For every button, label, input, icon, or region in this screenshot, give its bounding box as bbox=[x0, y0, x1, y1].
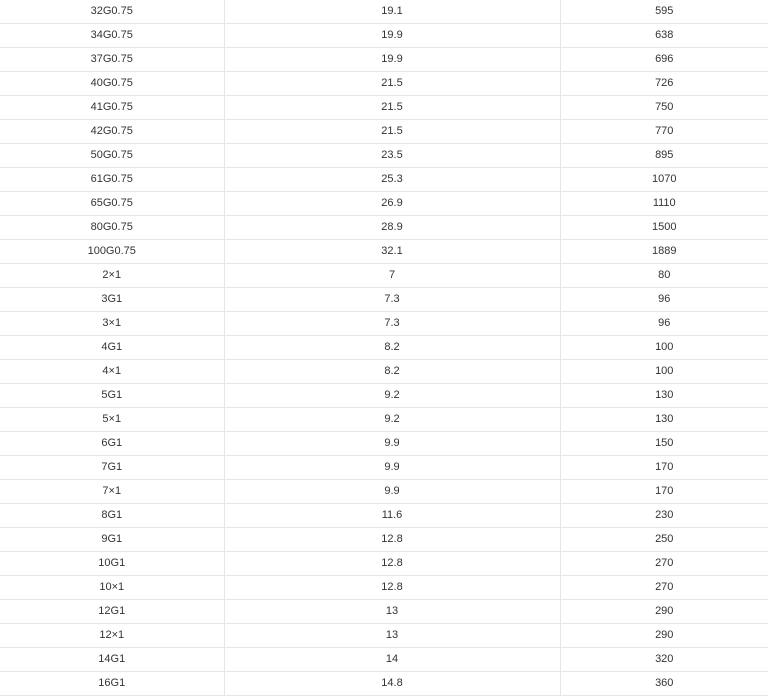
cell-dimension_mm: 21.5 bbox=[224, 120, 560, 144]
cell-dimension_mm: 13 bbox=[224, 624, 560, 648]
table-row bbox=[0, 336, 768, 360]
cell-dimension_mm: 8.2 bbox=[224, 360, 560, 384]
table-row bbox=[0, 96, 768, 120]
table-row bbox=[0, 0, 768, 24]
table-row bbox=[0, 384, 768, 408]
cell-value: 290 bbox=[560, 600, 768, 624]
cell-model: 100G0.75 bbox=[0, 240, 224, 264]
table-row bbox=[0, 120, 768, 144]
cell-value: 130 bbox=[560, 408, 768, 432]
cell-value: 170 bbox=[560, 480, 768, 504]
cell-value: 96 bbox=[560, 288, 768, 312]
cell-model: 16G1 bbox=[0, 672, 224, 696]
cell-model: 9G1 bbox=[0, 528, 224, 552]
cell-value: 250 bbox=[560, 528, 768, 552]
cell-value: 270 bbox=[560, 576, 768, 600]
cell-dimension_mm: 21.5 bbox=[224, 72, 560, 96]
table-row bbox=[0, 432, 768, 456]
cell-model: 14G1 bbox=[0, 648, 224, 672]
cell-dimension_mm: 8.2 bbox=[224, 336, 560, 360]
table-row bbox=[0, 192, 768, 216]
cell-value: 170 bbox=[560, 456, 768, 480]
cell-model: 5×1 bbox=[0, 408, 224, 432]
cell-model: 3G1 bbox=[0, 288, 224, 312]
cell-model: 37G0.75 bbox=[0, 48, 224, 72]
cell-value: 290 bbox=[560, 624, 768, 648]
cell-model: 40G0.75 bbox=[0, 72, 224, 96]
cell-dimension_mm: 19.9 bbox=[224, 24, 560, 48]
cell-value: 1110 bbox=[560, 192, 768, 216]
cell-value: 895 bbox=[560, 144, 768, 168]
table-row bbox=[0, 312, 768, 336]
cell-dimension_mm: 12.8 bbox=[224, 552, 560, 576]
cell-value: 1889 bbox=[560, 240, 768, 264]
table-row bbox=[0, 168, 768, 192]
table-row bbox=[0, 24, 768, 48]
cell-value: 130 bbox=[560, 384, 768, 408]
table-row bbox=[0, 672, 768, 696]
cell-dimension_mm: 32.1 bbox=[224, 240, 560, 264]
cell-model: 7G1 bbox=[0, 456, 224, 480]
cell-model: 65G0.75 bbox=[0, 192, 224, 216]
cell-dimension_mm: 23.5 bbox=[224, 144, 560, 168]
cell-model: 5G1 bbox=[0, 384, 224, 408]
cell-value: 750 bbox=[560, 96, 768, 120]
cell-dimension_mm: 14 bbox=[224, 648, 560, 672]
cell-dimension_mm: 9.2 bbox=[224, 408, 560, 432]
cell-dimension_mm: 9.2 bbox=[224, 384, 560, 408]
cell-dimension_mm: 13 bbox=[224, 600, 560, 624]
cell-model: 2×1 bbox=[0, 264, 224, 288]
cell-model: 10×1 bbox=[0, 576, 224, 600]
table-row bbox=[0, 240, 768, 264]
cell-model: 3×1 bbox=[0, 312, 224, 336]
cell-value: 1500 bbox=[560, 216, 768, 240]
cell-model: 10G1 bbox=[0, 552, 224, 576]
table-row bbox=[0, 72, 768, 96]
cell-model: 6G1 bbox=[0, 432, 224, 456]
cell-dimension_mm: 26.9 bbox=[224, 192, 560, 216]
cell-value: 638 bbox=[560, 24, 768, 48]
cell-dimension_mm: 12.8 bbox=[224, 528, 560, 552]
cell-value: 80 bbox=[560, 264, 768, 288]
cell-value: 100 bbox=[560, 336, 768, 360]
cell-dimension_mm: 7.3 bbox=[224, 312, 560, 336]
cell-dimension_mm: 12.8 bbox=[224, 576, 560, 600]
cell-dimension_mm: 19.9 bbox=[224, 48, 560, 72]
table-row bbox=[0, 648, 768, 672]
cell-dimension_mm: 7.3 bbox=[224, 288, 560, 312]
cell-dimension_mm: 19.1 bbox=[224, 0, 560, 24]
cell-dimension_mm: 9.9 bbox=[224, 456, 560, 480]
cell-dimension_mm: 9.9 bbox=[224, 480, 560, 504]
table-row bbox=[0, 600, 768, 624]
cell-model: 8G1 bbox=[0, 504, 224, 528]
cell-dimension_mm: 21.5 bbox=[224, 96, 560, 120]
cell-value: 230 bbox=[560, 504, 768, 528]
table-row bbox=[0, 624, 768, 648]
cell-value: 320 bbox=[560, 648, 768, 672]
cell-value: 96 bbox=[560, 312, 768, 336]
table-row bbox=[0, 504, 768, 528]
cell-model: 12G1 bbox=[0, 600, 224, 624]
cell-value: 595 bbox=[560, 0, 768, 24]
table-row bbox=[0, 288, 768, 312]
table-row bbox=[0, 360, 768, 384]
cell-model: 12×1 bbox=[0, 624, 224, 648]
cell-model: 4×1 bbox=[0, 360, 224, 384]
table-row bbox=[0, 480, 768, 504]
cell-value: 726 bbox=[560, 72, 768, 96]
table-row bbox=[0, 552, 768, 576]
cell-model: 4G1 bbox=[0, 336, 224, 360]
cell-value: 696 bbox=[560, 48, 768, 72]
table-row bbox=[0, 528, 768, 552]
cell-model: 34G0.75 bbox=[0, 24, 224, 48]
cell-model: 80G0.75 bbox=[0, 216, 224, 240]
cell-value: 360 bbox=[560, 672, 768, 696]
cell-dimension_mm: 14.8 bbox=[224, 672, 560, 696]
cell-dimension_mm: 7 bbox=[224, 264, 560, 288]
cell-model: 7×1 bbox=[0, 480, 224, 504]
cell-dimension_mm: 25.3 bbox=[224, 168, 560, 192]
cell-model: 32G0.75 bbox=[0, 0, 224, 24]
cell-value: 770 bbox=[560, 120, 768, 144]
cell-dimension_mm: 11.6 bbox=[224, 504, 560, 528]
table-row bbox=[0, 456, 768, 480]
cell-dimension_mm: 28.9 bbox=[224, 216, 560, 240]
table-row bbox=[0, 144, 768, 168]
cell-model: 61G0.75 bbox=[0, 168, 224, 192]
table-row bbox=[0, 264, 768, 288]
cell-value: 100 bbox=[560, 360, 768, 384]
cell-value: 270 bbox=[560, 552, 768, 576]
cell-value: 150 bbox=[560, 432, 768, 456]
table-row bbox=[0, 48, 768, 72]
table-row bbox=[0, 216, 768, 240]
cell-model: 41G0.75 bbox=[0, 96, 224, 120]
cell-value: 1070 bbox=[560, 168, 768, 192]
table-row bbox=[0, 408, 768, 432]
cell-model: 42G0.75 bbox=[0, 120, 224, 144]
cell-model: 50G0.75 bbox=[0, 144, 224, 168]
cell-dimension_mm: 9.9 bbox=[224, 432, 560, 456]
table-row bbox=[0, 576, 768, 600]
